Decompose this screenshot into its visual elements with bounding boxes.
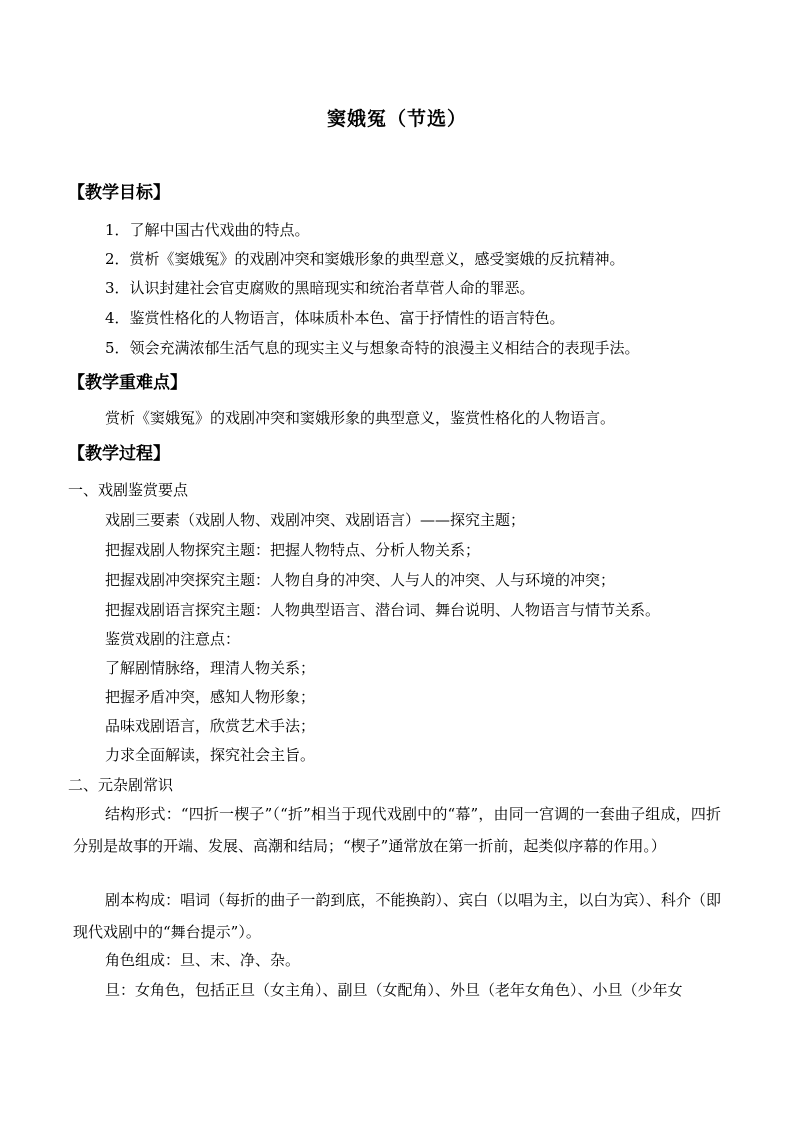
composition-paragraph: 剧本构成：唱词（每折的曲子一韵到底，不能换韵）、宾白（以唱为主，以白为宾）、科介（即现代戏剧中的“舞台提示”）。 bbox=[73, 891, 721, 941]
teaching-process-heading: 【教学过程】 bbox=[68, 444, 170, 464]
key-points-text: 赏析《窦娥冤》的戏剧冲突和窦娥形象的典型意义，鉴赏性格化的人物语言。 bbox=[105, 409, 616, 427]
appreciation-line: 品味戏剧语言，欣赏艺术手法； bbox=[105, 717, 316, 735]
appreciation-line: 把握矛盾冲突，感知人物形象； bbox=[105, 688, 316, 706]
section-title-appreciation: 一、戏剧鉴赏要点 bbox=[68, 481, 189, 499]
teaching-goals-heading: 【教学目标】 bbox=[68, 183, 170, 203]
appreciation-line: 把握戏剧语言探究主题：人物典型语言、潜台词、舞台说明、人物语言与情节关系。 bbox=[105, 601, 661, 619]
appreciation-line: 把握戏剧人物探究主题：把握人物特点、分析人物关系； bbox=[105, 541, 481, 559]
goal-item: 4．鉴赏性格化的人物语言，体味质朴本色、富于抒情性的语言特色。 bbox=[105, 309, 565, 327]
appreciation-line: 鉴赏戏剧的注意点： bbox=[105, 630, 241, 648]
goal-item: 3．认识封建社会官吏腐败的黑暗现实和统治者草菅人命的罪恶。 bbox=[105, 279, 535, 297]
page-title: 窦娥冤（节选） bbox=[326, 108, 467, 130]
appreciation-line: 把握戏剧冲突探究主题：人物自身的冲突、人与人的冲突、人与环境的冲突； bbox=[105, 571, 616, 589]
goal-item: 5．领会充满浓郁生活气息的现实主义与想象奇特的浪漫主义相结合的表现手法。 bbox=[105, 339, 640, 357]
appreciation-line: 戏剧三要素（戏剧人物、戏剧冲突、戏剧语言）——探究主题； bbox=[105, 511, 526, 529]
appreciation-line: 了解剧情脉络，理清人物关系； bbox=[105, 659, 316, 677]
goal-item: 1．了解中国古代戏曲的特点。 bbox=[105, 221, 310, 239]
goal-item: 2．赏析《窦娥冤》的戏剧冲突和窦娥形象的典型意义，感受窦娥的反抗精神。 bbox=[105, 250, 625, 268]
key-points-heading: 【教学重难点】 bbox=[68, 373, 187, 393]
appreciation-line: 力求全面解读，探究社会主旨。 bbox=[105, 746, 316, 764]
section-title-yuan-zaju: 二、元杂剧常识 bbox=[68, 776, 174, 794]
structure-paragraph: 结构形式：“四折一楔子”（“折”相当于现代戏剧中的“幕”，由同一宫调的一套曲子组成，四折分别是故事的开端、发展、高潮和结局；“楔子”通常放在第一折前，起类似序幕的作用。） bbox=[73, 805, 721, 855]
dan-paragraph: 旦：女角色，包括正旦（女主角）、副旦（女配角）、外旦（老年女角色）、小旦（少年女 bbox=[105, 981, 683, 999]
roles-paragraph: 角色组成：旦、末、净、杂。 bbox=[105, 951, 301, 969]
